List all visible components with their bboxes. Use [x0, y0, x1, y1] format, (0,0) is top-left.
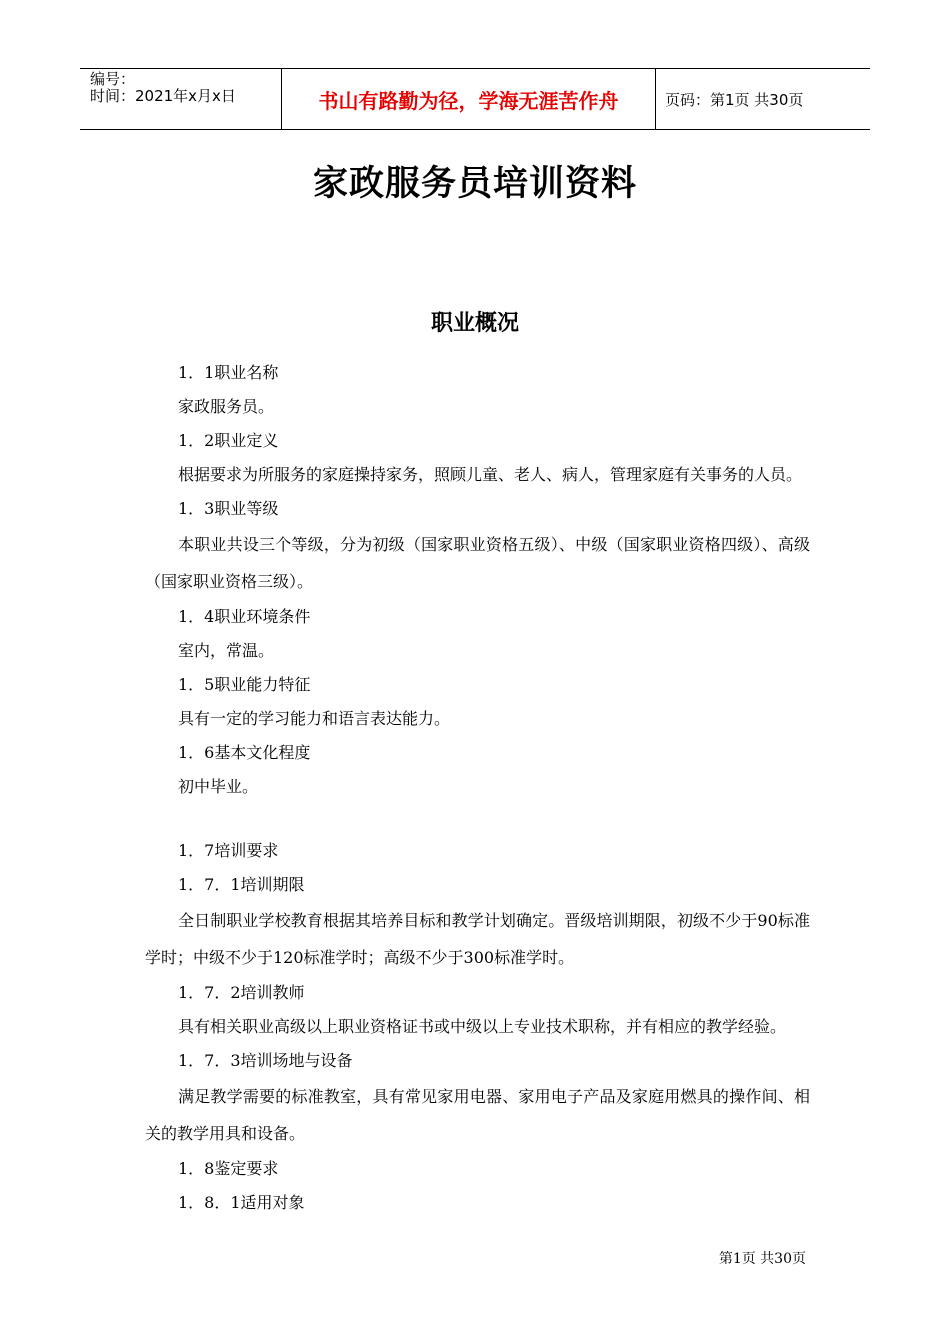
header-meta	[80, 69, 280, 129]
paragraph: 满足教学需要的标准教室，具有常见家用电器、家用电子产品及家庭用燃具的操作间、相关的教学用具和设备。	[145, 1087, 810, 1143]
page-header	[80, 68, 870, 130]
paragraph: 初中毕业。	[178, 777, 259, 796]
page-footer: 第1页 共30页	[718, 1251, 806, 1267]
paragraph: 具有一定的学习能力和语言表达能力。	[178, 709, 451, 728]
header-motto: 书山有路勤为径，学海无涯苦作舟	[281, 69, 656, 129]
paragraph: 家政服务员。	[178, 397, 275, 416]
paragraph: 根据要求为所服务的家庭操持家务，照顾儿童、老人、病人，管理家庭有关事务的人员。	[178, 465, 803, 484]
paragraph: 1．7．3培训场地与设备	[178, 1051, 353, 1070]
paragraph: 1．7．2培训教师	[178, 983, 305, 1002]
document-body	[145, 356, 810, 1220]
section-title: 职业概况	[430, 311, 519, 336]
paragraph: 1．1职业名称	[178, 363, 279, 382]
header-page-info	[656, 69, 870, 129]
page-info-text: 页码：第1页 共30页	[665, 90, 804, 109]
paragraph: 1．6基本文化程度	[178, 743, 311, 762]
paragraph: 1．3职业等级	[178, 499, 279, 518]
paragraph: 室内，常温。	[178, 641, 275, 660]
paragraph: 1．8．1适用对象	[178, 1193, 305, 1212]
paragraph: 本职业共设三个等级，分为初级（国家职业资格五级）、中级（国家职业资格四级）、高级（国家职业资格三级）。	[145, 535, 810, 591]
paragraph: 1．8鉴定要求	[178, 1159, 279, 1178]
document-number-label: 编号：	[90, 70, 136, 88]
paragraph: 具有相关职业高级以上职业资格证书或中级以上专业技术职称，并有相应的教学经验。	[178, 1017, 787, 1036]
paragraph: 1．7培训要求	[178, 841, 279, 860]
document-title: 家政服务员培训资料	[312, 164, 637, 204]
paragraph: 1．5职业能力特征	[178, 675, 311, 694]
paragraph: 全日制职业学校教育根据其培养目标和教学计划确定。晋级培训期限，初级不少于90标准学时；中级不少于120标准学时；高级不少于300标准学时。	[145, 911, 810, 967]
document-time-label: 时间：2021年x月x日	[90, 87, 236, 105]
paragraph: 1．7．1培训期限	[178, 875, 305, 894]
paragraph: 1．2职业定义	[178, 431, 279, 450]
paragraph: 1．4职业环境条件	[178, 607, 311, 626]
spacer	[145, 804, 810, 834]
